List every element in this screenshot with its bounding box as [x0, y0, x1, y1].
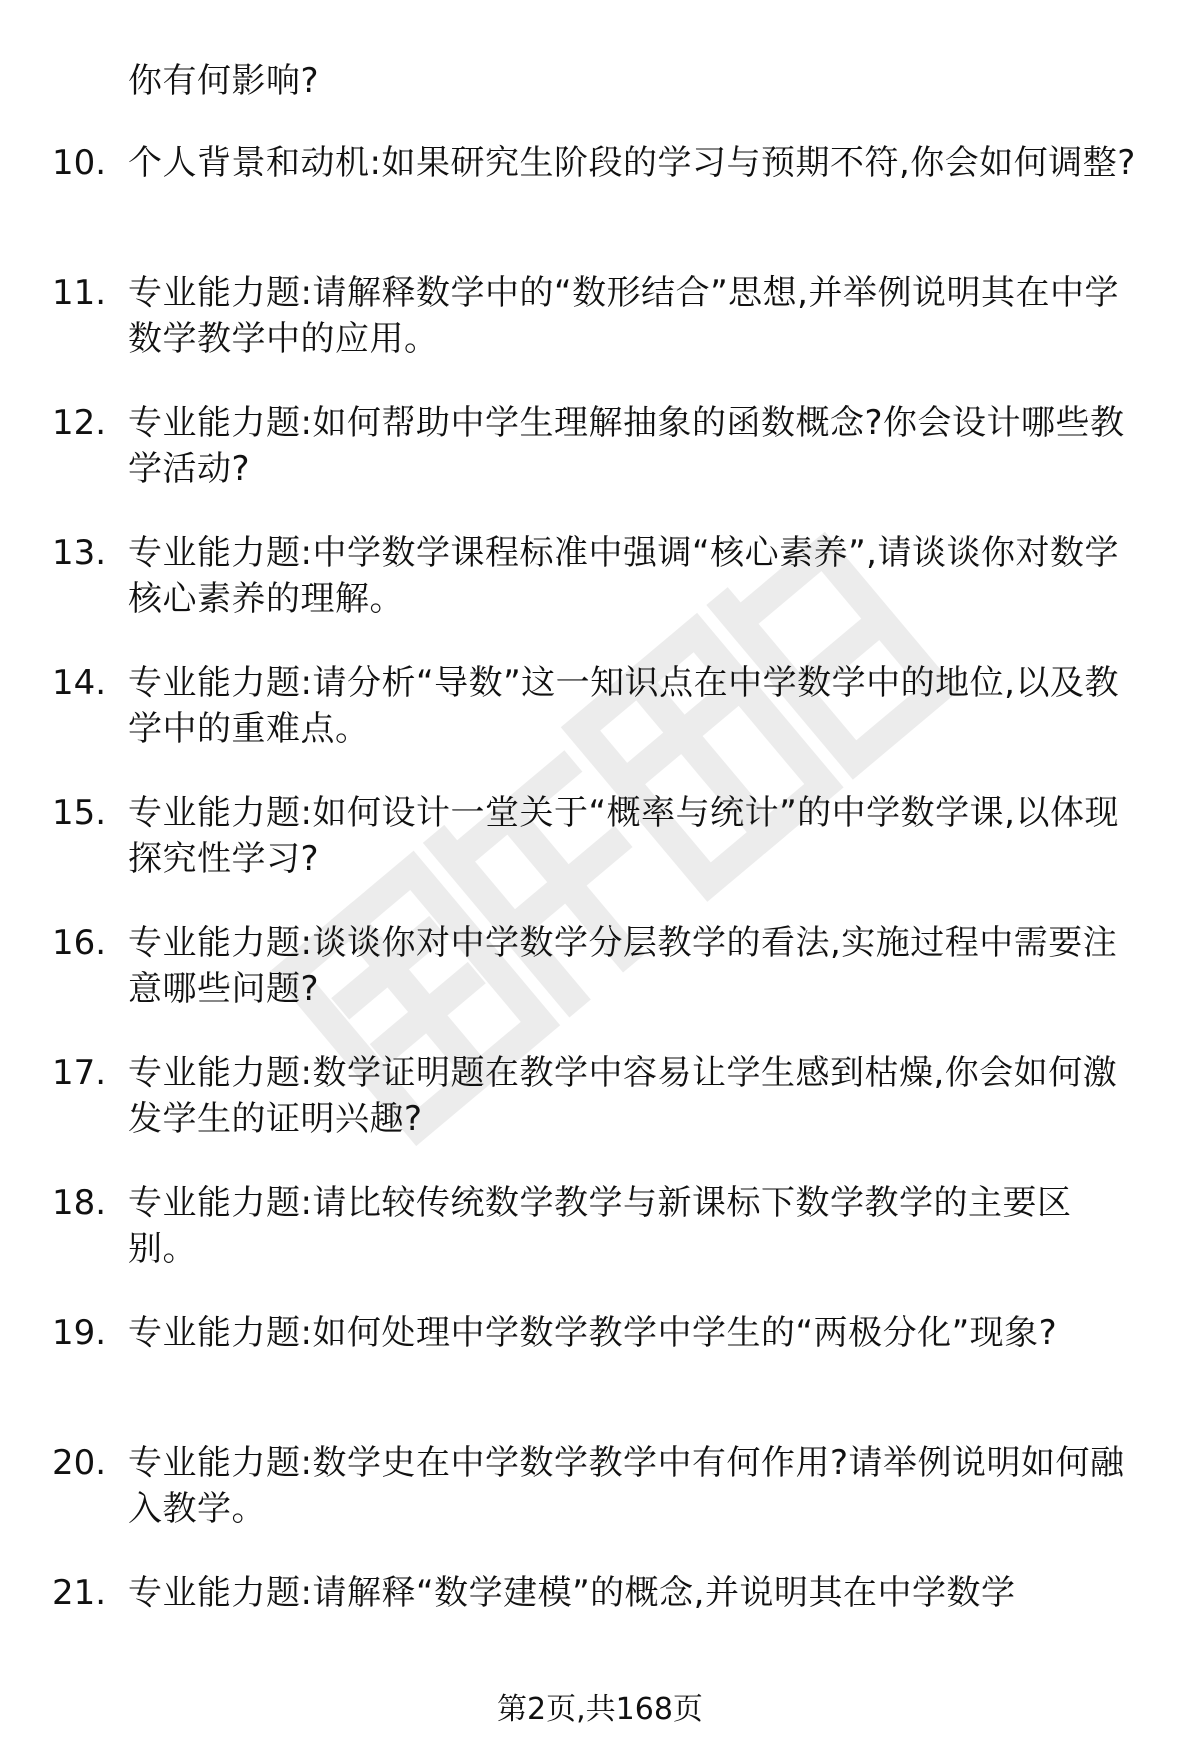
question-text: 个人背景和动机:如果研究生阶段的学习与预期不符,你会如何调整? — [128, 143, 1136, 183]
question-item — [0, 1050, 1200, 1180]
question-item — [0, 920, 1200, 1050]
question-number: 15. — [52, 793, 107, 833]
question-number: 16. — [52, 923, 107, 963]
question-text: 专业能力题:中学数学课程标准中强调“核心素养”,请谈谈你对数学核心素养的理解。 — [128, 533, 1119, 619]
question-number: 13. — [52, 533, 107, 573]
question-text: 专业能力题:请比较传统数学教学与新课标下数学教学的主要区别。 — [128, 1183, 1072, 1269]
question-text: 专业能力题:请解释“数学建模”的概念,并说明其在中学数学 — [128, 1573, 1016, 1613]
question-text: 专业能力题:如何设计一堂关于“概率与统计”的中学数学课,以体现探究性学习? — [128, 793, 1119, 879]
question-number: 21. — [52, 1573, 107, 1613]
question-item — [0, 1310, 1200, 1440]
question-text: 专业能力题:如何帮助中学生理解抽象的函数概念?你会设计哪些教学活动? — [128, 403, 1125, 489]
question-list — [0, 140, 1200, 1700]
question-number: 17. — [52, 1053, 107, 1093]
question-number: 12. — [52, 403, 107, 443]
question-number: 10. — [52, 143, 107, 183]
question-number: 11. — [52, 273, 107, 313]
question-number: 19. — [52, 1313, 107, 1353]
question-number: 18. — [52, 1183, 107, 1223]
question-item — [0, 1440, 1200, 1570]
question-text: 专业能力题:谈谈你对中学数学分层教学的看法,实施过程中需要注意哪些问题? — [128, 923, 1118, 1009]
question-text: 专业能力题:如何处理中学数学教学中学生的“两极分化”现象? — [128, 1313, 1058, 1353]
question-item — [0, 140, 1200, 270]
question-text: 专业能力题:数学证明题在教学中容易让学生感到枯燥,你会如何激发学生的证明兴趣? — [128, 1053, 1118, 1139]
question-item — [0, 270, 1200, 400]
page-number-footer: 第2页,共168页 — [497, 1692, 703, 1727]
question-text: 专业能力题:数学史在中学数学教学中有何作用?请举例说明如何融入教学。 — [128, 1443, 1125, 1529]
question-number: 14. — [52, 663, 107, 703]
question-item — [0, 1180, 1200, 1310]
question-item — [0, 1570, 1200, 1700]
question-item — [0, 400, 1200, 530]
question-number: 20. — [52, 1443, 107, 1483]
question-item — [0, 660, 1200, 790]
question-item — [0, 530, 1200, 660]
question-text: 专业能力题:请分析“导数”这一知识点在中学数学中的地位,以及教学中的重难点。 — [128, 663, 1119, 749]
question-text: 专业能力题:请解释数学中的“数形结合”思想,并举例说明其在中学数学教学中的应用。 — [128, 273, 1119, 359]
question-item — [0, 790, 1200, 920]
continuation-text: 你有何影响? — [128, 61, 320, 101]
